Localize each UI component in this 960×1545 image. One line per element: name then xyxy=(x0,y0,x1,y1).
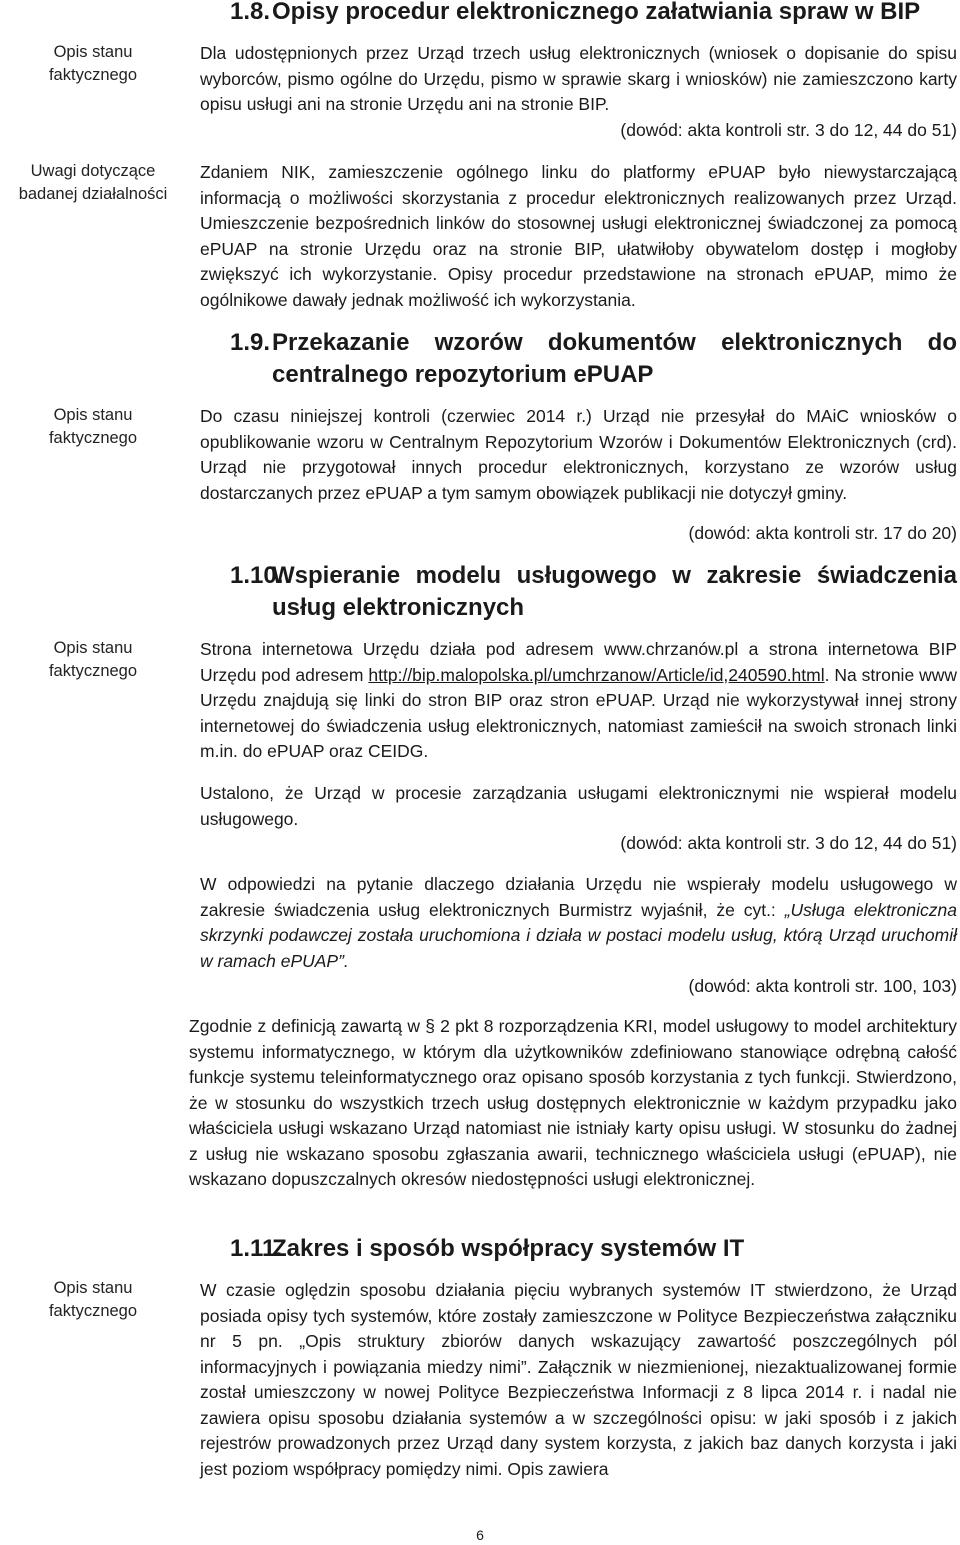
margin-note-line: faktycznego xyxy=(48,429,138,447)
margin-note-current-state-1 xyxy=(0,41,186,87)
section-title: centralnego repozytorium ePUAP xyxy=(272,361,654,388)
section-title: Przekazanie wzorów dokumentów elektronicznych do xyxy=(272,329,957,356)
section-number: 1.8. xyxy=(230,0,271,25)
paragraph: Dla udostępnionych przez Urząd trzech usług elektronicznych (wniosek o dopisanie do spisu wyborców, pismo ogólne do Urzędu, pismo w sprawie skarg i wniosków) nie zamieszczono karty opisu usługi ani na stronie Urzędu ani na stronie BIP. xyxy=(200,43,957,114)
paragraph: Do czasu niniejszej kontroli (czerwiec 2014 r.) Urząd nie przesyłał do MAiC wniosków o opublikowanie wzoru w Centralnym Repozytorium Wzorów i Dokumentów Elektronicznych (crd). Urząd nie przygotował innych procedur elektronicznych, korzystano ze wzorów usług dostarczanych przez ePUAP a tym samym obowiązek publikacji nie dotyczył gminy. xyxy=(200,406,957,503)
margin-note-line: faktycznego xyxy=(48,1302,138,1320)
bip-link[interactable]: http://bip.malopolska.pl/umchrzanow/Article/id,240590.html xyxy=(368,664,825,685)
section-heading-1-11 xyxy=(230,1233,744,1265)
margin-note-line: Uwagi dotyczące xyxy=(30,162,156,180)
margin-note-line: Opis stanu xyxy=(53,1279,133,1297)
margin-note-line: Opis stanu xyxy=(53,639,133,657)
section-title: Wspieranie modelu usługowego w zakresie świadczenia xyxy=(272,562,957,589)
margin-note-current-state-2 xyxy=(0,404,186,450)
section-number: 1.9. xyxy=(230,329,271,356)
section-title: usług elektronicznych xyxy=(272,594,525,621)
margin-note-line: Opis stanu xyxy=(53,43,133,61)
section-title: Opisy procedur elektronicznego załatwiania spraw w BIP xyxy=(272,0,921,25)
section-heading-1-8 xyxy=(230,0,920,28)
evidence-reference: (dowód: akta kontroli str. 17 do 20) xyxy=(688,523,957,543)
paragraph: W czasie oględzin sposobu działania pięciu wybranych systemów IT stwierdzono, że Urząd posiada opisy tych systemów, które zostały zamieszczone w Polityce Bezpieczeństwa załączniku nr 5 pn. „Opis struktury zbiorów danych wskazujący zawartość poszczególnych pól informacyjnych i powiązania miedzy nimi”. Załącznik w niezmienionej, niezaktualizowanej formie został umieszczony w nowej Polityce Bezpieczeństwa Informacji z 8 lipca 2014 r. i nadal nie zawiera opisu sposobu działania systemów a w szczególności opisu: w jaki sposób i z jakich rejestrów prowadzonych przez Urząd dany system korzysta, z jakich baz danych korzysta i jaki jest poziom współpracy pomiędzy nimi. Opis zawiera xyxy=(200,1280,957,1479)
evidence-reference: (dowód: akta kontroli str. 3 do 12, 44 do 51) xyxy=(620,833,957,853)
section-heading-1-10 xyxy=(230,560,957,624)
evidence-reference: (dowód: akta kontroli str. 100, 103) xyxy=(688,976,957,996)
margin-note-current-state-3 xyxy=(0,637,186,683)
quote: „Usługa elektroniczna skrzynki podawczej została uruchomiona i działa w postaci modelu usług, którą Urząd uruchomił w ramach ePUAP”. xyxy=(200,899,957,971)
paragraph: Ustalono, że Urząd w procesie zarządzania usługami elektronicznymi nie wspierał modelu usługowego. xyxy=(200,783,957,829)
paragraph: Zgodnie z definicją zawartą w § 2 pkt 8 rozporządzenia KRI, model usługowy to model architektury systemu informatycznego, w którym dla użytkowników zdefiniowano stanowiące odrębną całość funkcje systemu teleinformatycznego oraz opisano sposób korzystania z tych funkcji. Stwierdzono, że w stosunku do wszystkich trzech usług dostępnych elektronicznie w każdym przypadku jako właściciela usługi wskazano Urząd natomiast nie istniały karty opisu usługi. W stosunku do żadnej z usług nie wskazano sposobu zgłaszania awarii, technicznego właściciela usługi (ePUAP), nie wskazano dopuszczalnych okresów niedostępności usługi elektronicznej. xyxy=(189,1016,957,1189)
margin-note-line: faktycznego xyxy=(48,662,138,680)
margin-note-line: Opis stanu xyxy=(53,406,133,424)
text-run: Strona internetowa Urzędu działa pod adresem www.chrzanów.pl a strona internetowa BIP Urzędu pod adresem xyxy=(200,639,957,685)
text-run: W odpowiedzi na pytanie dlaczego działania Urzędu nie wspierały modelu usługowego w zakresie świadczenia usług elektronicznych Burmistrz wyjaśnił, że cyt.: xyxy=(200,874,957,920)
margin-note-line: faktycznego xyxy=(48,66,138,84)
page-number: 6 xyxy=(476,1527,484,1543)
paragraph: Zdaniem NIK, zamieszczenie ogólnego linku do platformy ePUAP było niewystarczającą informacją o możliwości skorzystania z procedur elektronicznych realizowanych przez Urząd. Umieszczenie bezpośrednich linków do stosownej usługi elektronicznej świadczonej za pomocą ePUAP na stronie Urzędu oraz na stronie BIP, ułatwiłoby obywatelom dostęp i mogłoby zwiększyć ich wykorzystanie. Opisy procedur przedstawione na stronach ePUAP, mimo że ogólnikowe dawały jednak możliwość ich wykorzystania. xyxy=(200,162,957,310)
margin-note-remarks xyxy=(0,160,186,206)
section-number: 1.10. xyxy=(230,562,284,589)
section-title: Zakres i sposób współpracy systemów IT xyxy=(272,1235,745,1262)
text-run: . Na stronie www Urzędu znajdują się linki do stron BIP oraz stron ePUAP. Urząd nie wykorzystywał innej strony internetowej do świadczenia usług elektronicznych, natomiast zamieścił na swoich stronach linki m.in. do ePUAP oraz CEIDG. xyxy=(200,664,957,761)
margin-note-current-state-4 xyxy=(0,1277,186,1323)
section-heading-1-9 xyxy=(230,327,957,391)
margin-note-line: badanej działalności xyxy=(18,185,168,203)
evidence-reference: (dowód: akta kontroli str. 3 do 12, 44 do 51) xyxy=(620,120,957,140)
section-number: 1.11. xyxy=(230,1235,283,1262)
paragraph xyxy=(200,872,957,974)
paragraph xyxy=(200,637,957,765)
